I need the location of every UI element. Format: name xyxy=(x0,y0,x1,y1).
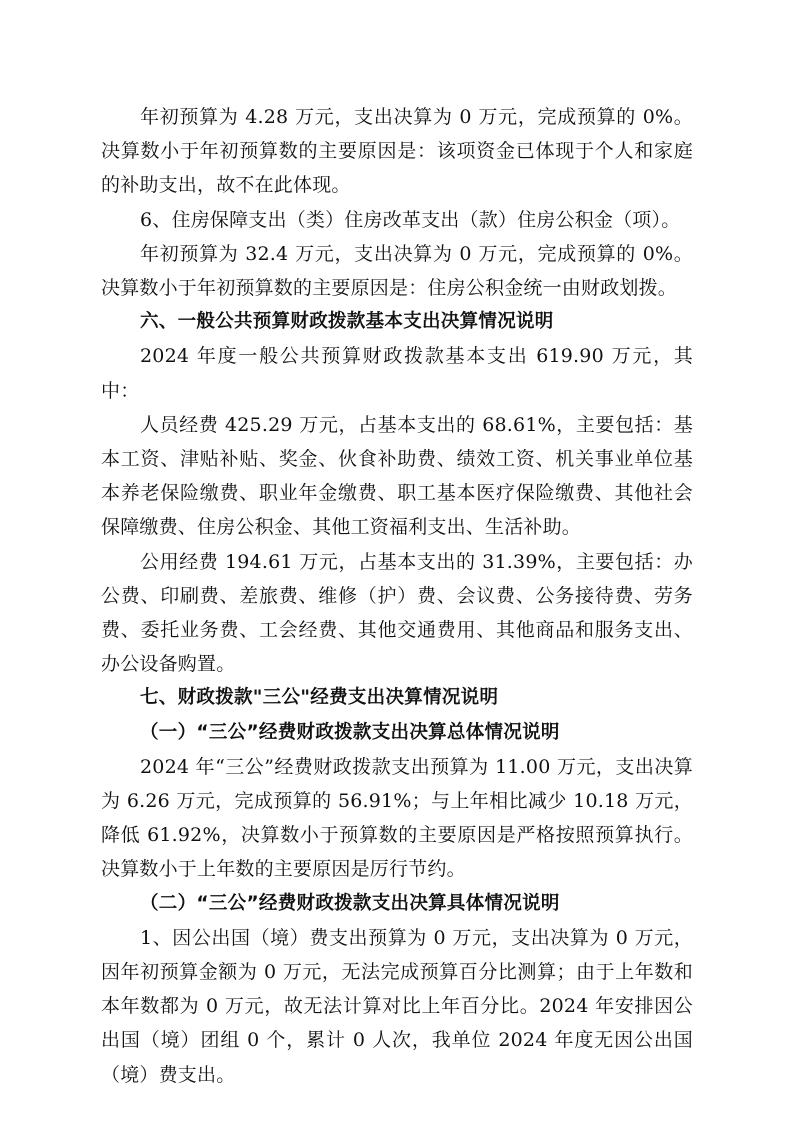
section-heading-6: 六、一般公共预算财政拨款基本支出决算情况说明 xyxy=(140,311,554,333)
subsection-heading-1: （一）“三公”经费财政拨款支出决算总体情况说明 xyxy=(140,721,560,743)
paragraph-basic-expenditure: 2024 年度一般公共预算财政拨款基本支出 619.90 万元，其中： xyxy=(101,345,693,402)
subsection-heading-2: （二）“三公”经费财政拨款支出决算具体情况说明 xyxy=(140,892,560,914)
paragraph-housing-item: 6、住房保障支出（类）住房改革支出（款）住房公积金（项）。 xyxy=(140,208,681,231)
paragraph-three-public-overall: 2024 年“三公”经费财政拨款支出预算为 11.00 万元，支出决算为 6.26 万元，完成预算的 56.91%；与上年相比减少 10.18 万元，降低 61.92%，决算数小于预算数的主要原因是严格按照预算执行。决算数小于上年数的主要原因是厉行节约。 xyxy=(101,755,693,881)
section-heading-7: 七、财政拨款"三公"经费支出决算情况说明 xyxy=(140,687,499,709)
paragraph-public-expense: 公用经费 194.61 万元，占基本支出的 31.39%，主要包括：办公费、印刷费、差旅费、维修（护）费、会议费、公务接待费、劳务费、委托业务费、工会经费、其他交通费用、其他商品和服务支出、办公设备购置。 xyxy=(101,550,693,676)
paragraph-budget-note-2: 年初预算为 32.4 万元，支出决算为 0 万元，完成预算的 0%。决算数小于年初预算数的主要原因是：住房公积金统一由财政划拨。 xyxy=(101,242,693,300)
paragraph-overseas-travel: 1、因公出国（境）费支出预算为 0 万元，支出决算为 0 万元，因年初预算金额为 0 万元，无法完成预算百分比测算；由于上年数和本年数都为 0 万元，故无法计算对比上年百分比。2024 年安排因公出国（境）团组 0 个，累计 0 人次，我单位 2024 年度无因公出国（境）费支出。 xyxy=(101,926,693,1086)
document-body xyxy=(101,100,693,1092)
paragraph-personnel-expense: 人员经费 425.29 万元，占基本支出的 68.61%，主要包括：基本工资、津贴补贴、奖金、伙食补助费、绩效工资、机关事业单位基本养老保险缴费、职业年金缴费、职工基本医疗保险缴费、其他社会保障缴费、住房公积金、其他工资福利支出、生活补助。 xyxy=(101,413,693,539)
paragraph-budget-note-1: 年初预算为 4.28 万元，支出决算为 0 万元，完成预算的 0%。决算数小于年初预算数的主要原因是：该项资金已体现于个人和家庭的补助支出，故不在此体现。 xyxy=(101,106,693,197)
